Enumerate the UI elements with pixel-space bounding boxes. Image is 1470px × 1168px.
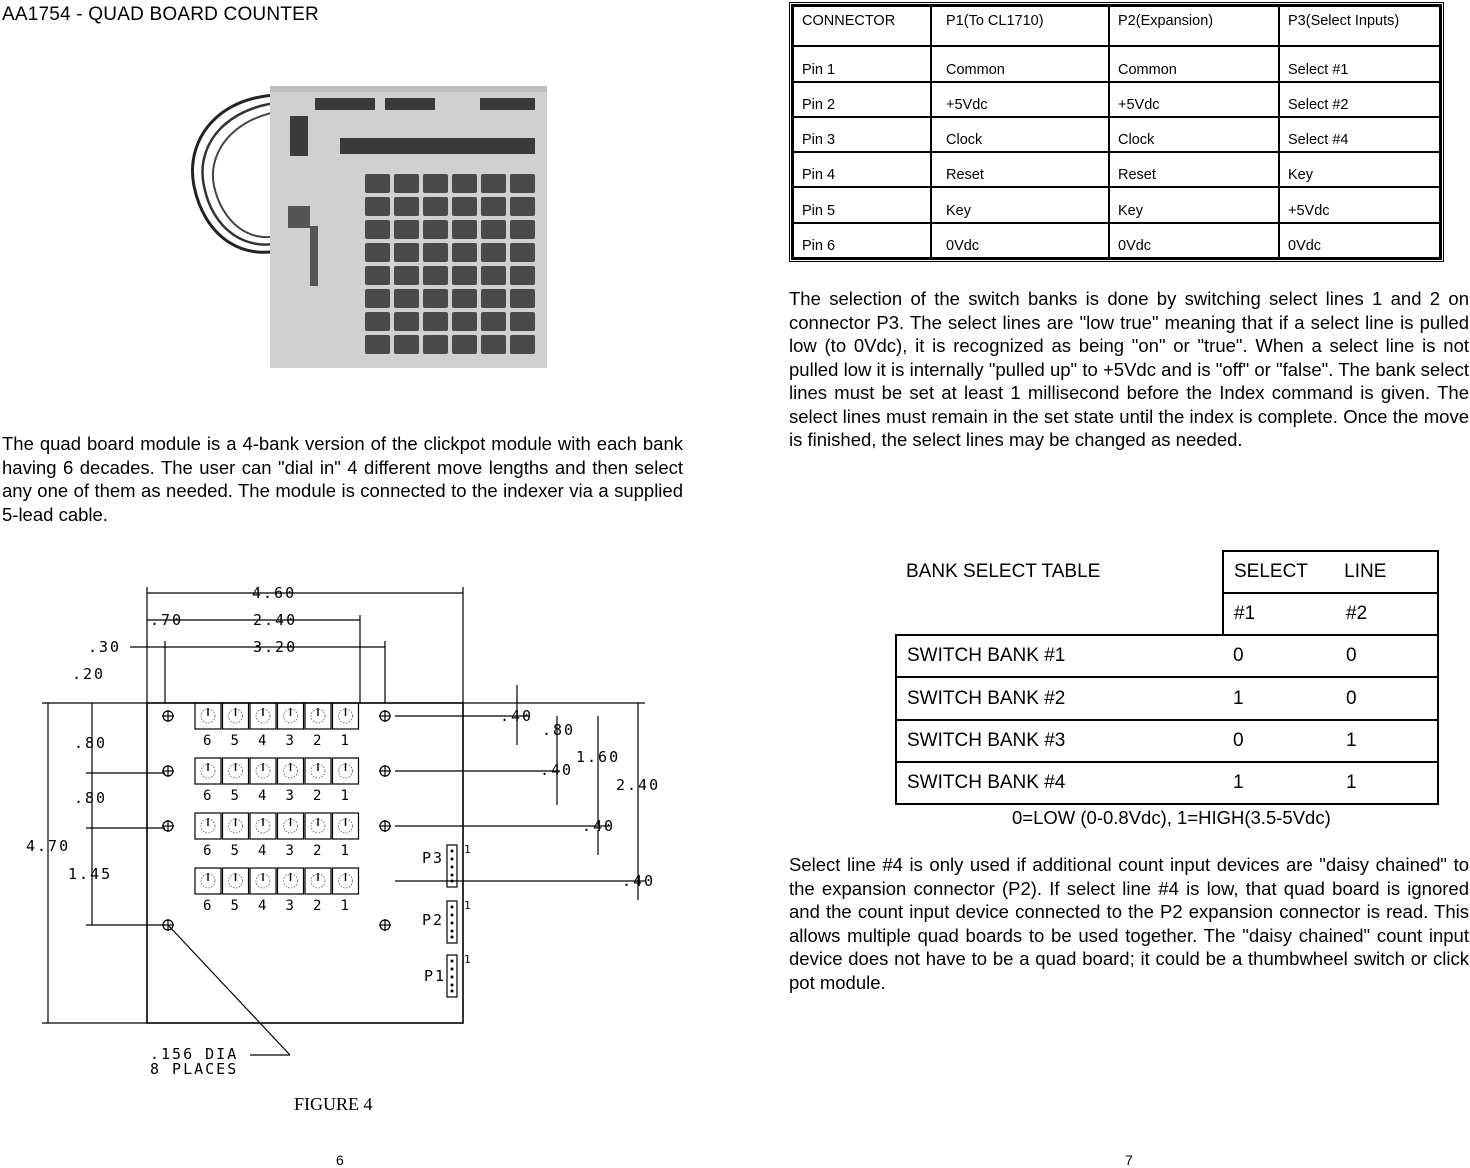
table-row xyxy=(793,187,1440,222)
bank-table-footnote: 0=LOW (0-0.8Vdc), 1=HIGH(3.5-5Vdc) xyxy=(1012,807,1331,828)
board-photo xyxy=(270,86,547,368)
table-cell: Pin 5 xyxy=(793,187,931,222)
table-cell: Select #4 xyxy=(1279,117,1440,152)
decade-digit-label: 3 xyxy=(285,898,294,914)
header-cell: P2(Expansion) xyxy=(1109,6,1279,46)
photo-switch-block xyxy=(423,335,448,354)
decade-digit-label: 2 xyxy=(313,733,322,749)
photo-switch-block xyxy=(452,266,477,285)
daisy-chain-paragraph: Select line #4 is only used if additional count input devices are "daisy chained" to the expansion connector (P2). If select line #4 is low, that quad board is ignored and the count input device connected to the P2 expansion connector is read. This allows multiple quad boards to be used together. The "daisy chained" count input device does not have to be a quad board; it could be a thumbwheel switch or click pot module. xyxy=(789,854,1469,993)
page-number-right: 7 xyxy=(1125,1152,1133,1168)
table-cell: Key xyxy=(931,187,1109,222)
board-photo-graphic xyxy=(270,86,547,368)
connector-label-p1: P1 xyxy=(424,967,447,985)
table-cell: Common xyxy=(1109,46,1279,81)
table-cell: +5Vdc xyxy=(1109,82,1279,117)
decade-digit-label: 6 xyxy=(203,788,212,804)
photo-switch-block xyxy=(452,220,477,239)
photo-switch-block xyxy=(510,312,535,331)
decade-digit-label: 1 xyxy=(340,898,349,914)
decade-digit-label: 5 xyxy=(230,733,239,749)
decade-digit-label: 5 xyxy=(230,788,239,804)
decade-digit-label: 4 xyxy=(258,788,267,804)
photo-switch-block xyxy=(423,312,448,331)
line-label: LINE xyxy=(1344,561,1387,583)
dim-r-2-40: 2.40 xyxy=(616,776,661,794)
table-cell: Select #2 xyxy=(1279,82,1440,117)
header-cell: P1(To CL1710) xyxy=(931,6,1109,46)
photo-switch-block xyxy=(423,266,448,285)
table-cell: +5Vdc xyxy=(931,82,1109,117)
dim-r-0-80: .80 xyxy=(542,721,576,739)
photo-switch-block xyxy=(481,312,506,331)
table-cell: Reset xyxy=(1109,152,1279,187)
figure-caption: FIGURE 4 xyxy=(294,1094,373,1114)
connector-label-p2: P2 xyxy=(422,911,445,929)
bank-name: SWITCH BANK #1 xyxy=(896,635,1223,677)
empty-cell xyxy=(896,593,1223,635)
table-row xyxy=(896,635,1438,677)
photo-switch-block xyxy=(394,289,419,308)
dim-0-20: .20 xyxy=(72,665,106,683)
col-2-header: #2 xyxy=(1336,593,1438,635)
photo-switch-block xyxy=(481,243,506,262)
decade-digit-label: 3 xyxy=(285,733,294,749)
connector-table xyxy=(789,2,1444,262)
bank-line1: 0 xyxy=(1223,635,1336,677)
dim-r-1-60: 1.60 xyxy=(576,748,621,766)
decade-digit-label: 5 xyxy=(230,898,239,914)
decade-digit-label: 5 xyxy=(230,843,239,859)
col-1-header: #1 xyxy=(1223,593,1336,635)
table-cell: Key xyxy=(1109,187,1279,222)
photo-switch-block xyxy=(481,197,506,216)
dim-0-80-a: .80 xyxy=(74,734,108,752)
photo-switch-block xyxy=(481,220,506,239)
pin1-marker-p1: 1 xyxy=(464,953,473,966)
dim-r-0-40-b: .40 xyxy=(540,761,574,779)
decade-digit-label: 3 xyxy=(285,788,294,804)
decade-digit-label: 6 xyxy=(203,733,212,749)
table-cell: Clock xyxy=(1109,117,1279,152)
photo-switch-block xyxy=(423,174,448,193)
table-row xyxy=(793,152,1440,187)
table-cell: Key xyxy=(1279,152,1440,187)
photo-switch-block xyxy=(510,289,535,308)
table-row xyxy=(896,762,1438,804)
photo-switch-block xyxy=(423,220,448,239)
decade-digit-label: 1 xyxy=(340,733,349,749)
connector-label-p3: P3 xyxy=(422,849,445,867)
photo-switch-block xyxy=(365,174,390,193)
table-row xyxy=(896,677,1438,719)
selection-paragraph: The selection of the switch banks is done by switching select lines 1 and 2 on connector P3. The select lines are "low true" meaning that if a select line is pulled low (to 0Vdc), it is recognized as being "on" or "true". When a select line is not pulled low it is internally "pulled up" to +5Vdc and is "off" or "false". The bank select lines must be set at least 1 millisecond before the Index command is given. The select lines must remain in the set state until the index is complete. Once the move is finished, the select lines may be changed as needed. xyxy=(789,288,1469,450)
bank-select-table xyxy=(895,550,1439,805)
dim-r-0-40-c: .40 xyxy=(582,817,616,835)
dim-3-20: 3.20 xyxy=(253,638,298,656)
decade-digit-label: 3 xyxy=(285,843,294,859)
table-row xyxy=(896,720,1438,762)
table-cell: +5Vdc xyxy=(1279,187,1440,222)
decade-digit-label: 1 xyxy=(340,843,349,859)
photo-switch-block xyxy=(481,289,506,308)
photo-switch-block xyxy=(510,174,535,193)
photo-switch-block xyxy=(481,266,506,285)
table-cell: Common xyxy=(931,46,1109,81)
photo-switch-block xyxy=(394,220,419,239)
photo-switch-block xyxy=(394,197,419,216)
decade-digit-label: 6 xyxy=(203,898,212,914)
dim-r-0-40-a: .40 xyxy=(500,707,534,725)
bank-line2: 1 xyxy=(1336,720,1438,762)
bank-name: SWITCH BANK #3 xyxy=(896,720,1223,762)
pin1-marker-p3: 1 xyxy=(464,843,473,856)
pin1-marker-p2: 1 xyxy=(464,899,473,912)
photo-switch-block xyxy=(394,335,419,354)
dim-r-0-40-d: .40 xyxy=(622,872,656,890)
figure-4-drawing xyxy=(0,575,690,1090)
photo-switch-block xyxy=(452,197,477,216)
dim-0-80-b: .80 xyxy=(74,789,108,807)
photo-switch-block xyxy=(394,174,419,193)
select-line-header xyxy=(1223,551,1438,593)
photo-switch-block xyxy=(365,289,390,308)
photo-switch-block xyxy=(423,289,448,308)
dim-0-30: .30 xyxy=(88,638,122,656)
photo-switch-block xyxy=(510,266,535,285)
table-cell: 0Vdc xyxy=(1109,223,1279,258)
table-cell: 0Vdc xyxy=(931,223,1109,258)
photo-switch-block xyxy=(510,220,535,239)
decade-digit-label: 4 xyxy=(258,898,267,914)
photo-switch-block xyxy=(481,335,506,354)
table-cell: Reset xyxy=(931,152,1109,187)
table-cell: Pin 6 xyxy=(793,223,931,258)
photo-switch-block xyxy=(394,243,419,262)
bank-table-title: BANK SELECT TABLE xyxy=(906,561,1101,583)
bank-line1: 0 xyxy=(1223,720,1336,762)
decade-digit-label: 4 xyxy=(258,843,267,859)
photo-switch-block xyxy=(365,266,390,285)
photo-switch-block xyxy=(510,197,535,216)
select-label: SELECT xyxy=(1234,561,1308,583)
photo-switch-block xyxy=(452,289,477,308)
bank-name: SWITCH BANK #4 xyxy=(896,762,1223,804)
table-row xyxy=(793,117,1440,152)
connector-table-header xyxy=(793,6,1440,46)
header-cell: P3(Select Inputs) xyxy=(1279,6,1440,46)
table-cell: 0Vdc xyxy=(1279,223,1440,258)
hole-note-line1: .156 DIA xyxy=(150,1045,239,1063)
table-row xyxy=(793,223,1440,258)
bank-line2: 1 xyxy=(1336,762,1438,804)
bank-table-header-row xyxy=(896,551,1438,593)
decade-digit-label: 2 xyxy=(313,898,322,914)
bank-name: SWITCH BANK #2 xyxy=(896,677,1223,719)
dim-1-45: 1.45 xyxy=(68,865,113,883)
bank-line2: 0 xyxy=(1336,635,1438,677)
decade-digit-label: 4 xyxy=(258,733,267,749)
table-cell: Select #1 xyxy=(1279,46,1440,81)
photo-switch-block xyxy=(452,174,477,193)
photo-switch-block xyxy=(423,197,448,216)
photo-switch-block xyxy=(365,243,390,262)
table-cell: Pin 1 xyxy=(793,46,931,81)
photo-switch-block xyxy=(452,335,477,354)
table-row xyxy=(793,46,1440,81)
bank-table-subheader-row xyxy=(896,593,1438,635)
bank-line1: 1 xyxy=(1223,677,1336,719)
photo-switch-block xyxy=(365,312,390,331)
decade-digit-label: 1 xyxy=(340,788,349,804)
intro-paragraph: The quad board module is a 4-bank version of the clickpot module with each bank having 6 decades. The user can "dial in" 4 different move lengths and then select any one of them as needed. The module is connected to the indexer via a supplied 5-lead cable. xyxy=(2,433,683,525)
photo-switch-block xyxy=(394,312,419,331)
dim-0-70: .70 xyxy=(150,611,184,629)
page-title: AA1754 - QUAD BOARD COUNTER xyxy=(2,4,319,25)
table-cell: Pin 3 xyxy=(793,117,931,152)
page-number-left: 6 xyxy=(336,1152,344,1168)
dim-4-60: 4.60 xyxy=(252,584,297,602)
photo-switch-block xyxy=(452,312,477,331)
table-row xyxy=(793,82,1440,117)
hole-note-line2: 8 PLACES xyxy=(150,1060,239,1078)
photo-switch-block xyxy=(394,266,419,285)
bank-line2: 0 xyxy=(1336,677,1438,719)
table-cell: Pin 2 xyxy=(793,82,931,117)
bank-line1: 1 xyxy=(1223,762,1336,804)
decade-digit-label: 2 xyxy=(313,843,322,859)
table-cell: Pin 4 xyxy=(793,152,931,187)
table-cell: Clock xyxy=(931,117,1109,152)
photo-switch-block xyxy=(365,335,390,354)
decade-digit-label: 2 xyxy=(313,788,322,804)
photo-switch-block xyxy=(481,174,506,193)
dim-4-70: 4.70 xyxy=(26,837,71,855)
decade-digit-label: 6 xyxy=(203,843,212,859)
photo-switch-block xyxy=(452,243,477,262)
dim-2-40-top: 2.40 xyxy=(253,611,298,629)
header-cell: CONNECTOR xyxy=(793,6,931,46)
photo-switch-block xyxy=(510,243,535,262)
photo-switch-block xyxy=(365,220,390,239)
photo-switch-block xyxy=(510,335,535,354)
photo-switch-block xyxy=(423,243,448,262)
photo-switch-block xyxy=(365,197,390,216)
